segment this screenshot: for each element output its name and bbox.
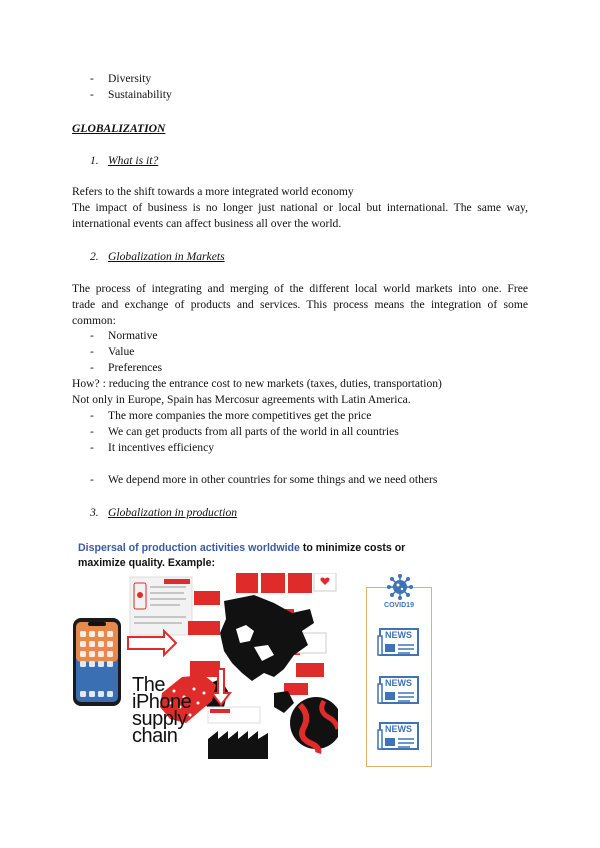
bullet-dash: - [90,361,94,374]
bullet-text: Preferences [108,361,163,374]
bullet-normative [90,328,158,344]
caption-line2: maximize quality. Example: [78,557,215,569]
supply-chain-title [132,674,192,747]
section-title: GLOBALIZATION [72,122,166,135]
bullet-text: Diversity [108,72,152,85]
subheading-text: What is it? [108,154,159,167]
caption-rest: to minimize costs or [299,542,406,554]
para2-line2: trade and exchange of products and services. This process means the integration of some [72,298,528,311]
bullet-text: Value [108,345,135,358]
bullet-dependency [90,472,437,488]
bullet-text: The more companies the more competitives get the price [108,409,372,422]
bullet-benefit-1 [90,408,371,424]
news-label: NEWS [385,678,412,688]
news-label: NEWS [385,724,412,734]
subheading-text: Globalization in production [108,506,238,519]
covid-news-panel [366,587,432,767]
iphone-supply-chain-graphic [124,573,338,759]
bullet-dash: - [90,72,94,85]
bullet-benefit-3 [90,440,214,456]
covid-label: COVID19 [384,602,414,609]
title-line: chain [132,725,178,747]
subheading-production [90,505,237,521]
para1-line2: The impact of business is no longer just national or local but international. The same way, [72,201,528,214]
title-line: The [132,674,165,696]
bullet-preferences [90,360,162,376]
subheading-number: 3. [90,506,99,519]
bullet-text: We can get products from all parts of the world in all countries [108,425,399,438]
title-line: iPhone [132,691,192,713]
caption-highlight: Dispersal of production activities worldwide [78,542,300,554]
bullet-dash: - [90,473,94,486]
bullet-text: We depend more in other countries for some things and we need others [108,473,438,486]
bullet-sustainability [90,87,172,103]
newspaper-icon [377,722,419,750]
how-line: How? : reducing the entrance cost to new markets (taxes, duties, transportation) [72,377,442,390]
subheading-what-is-it [90,153,158,169]
bullet-dash: - [90,441,94,454]
para2-line3: common: [72,314,116,327]
bullet-dash: - [90,88,94,101]
subheading-text: Globalization in Markets [108,250,225,263]
para1-line3: international events can affect business all over the world. [72,217,342,230]
bullet-dash: - [90,409,94,422]
newspaper-icon [377,676,419,704]
bullet-benefit-2 [90,424,399,440]
bullet-dash: - [90,425,94,438]
bullet-text: Normative [108,329,158,342]
para2-line1: The process of integrating and merging of the different local world markets into one. Free [72,282,528,295]
figure-caption [78,541,438,571]
subheading-number: 2. [90,250,99,263]
bullet-diversity [90,71,151,87]
bullet-value [90,344,134,360]
title-line: supply [132,708,187,730]
europe-line: Not only in Europe, Spain has Mercosur agreements with Latin America. [72,393,411,406]
caption-line1 [78,541,438,556]
virus-icon [387,574,413,600]
subheading-number: 1. [90,154,99,167]
bullet-text: Sustainability [108,88,172,101]
newspaper-icon [377,628,419,656]
subheading-markets [90,249,225,265]
news-label: NEWS [385,630,412,640]
bullet-dash: - [90,329,94,342]
para1-line1: Refers to the shift towards a more integrated world economy [72,185,354,198]
bullet-text: It incentives efficiency [108,441,215,454]
iphone-photo [72,617,122,707]
bullet-dash: - [90,345,94,358]
